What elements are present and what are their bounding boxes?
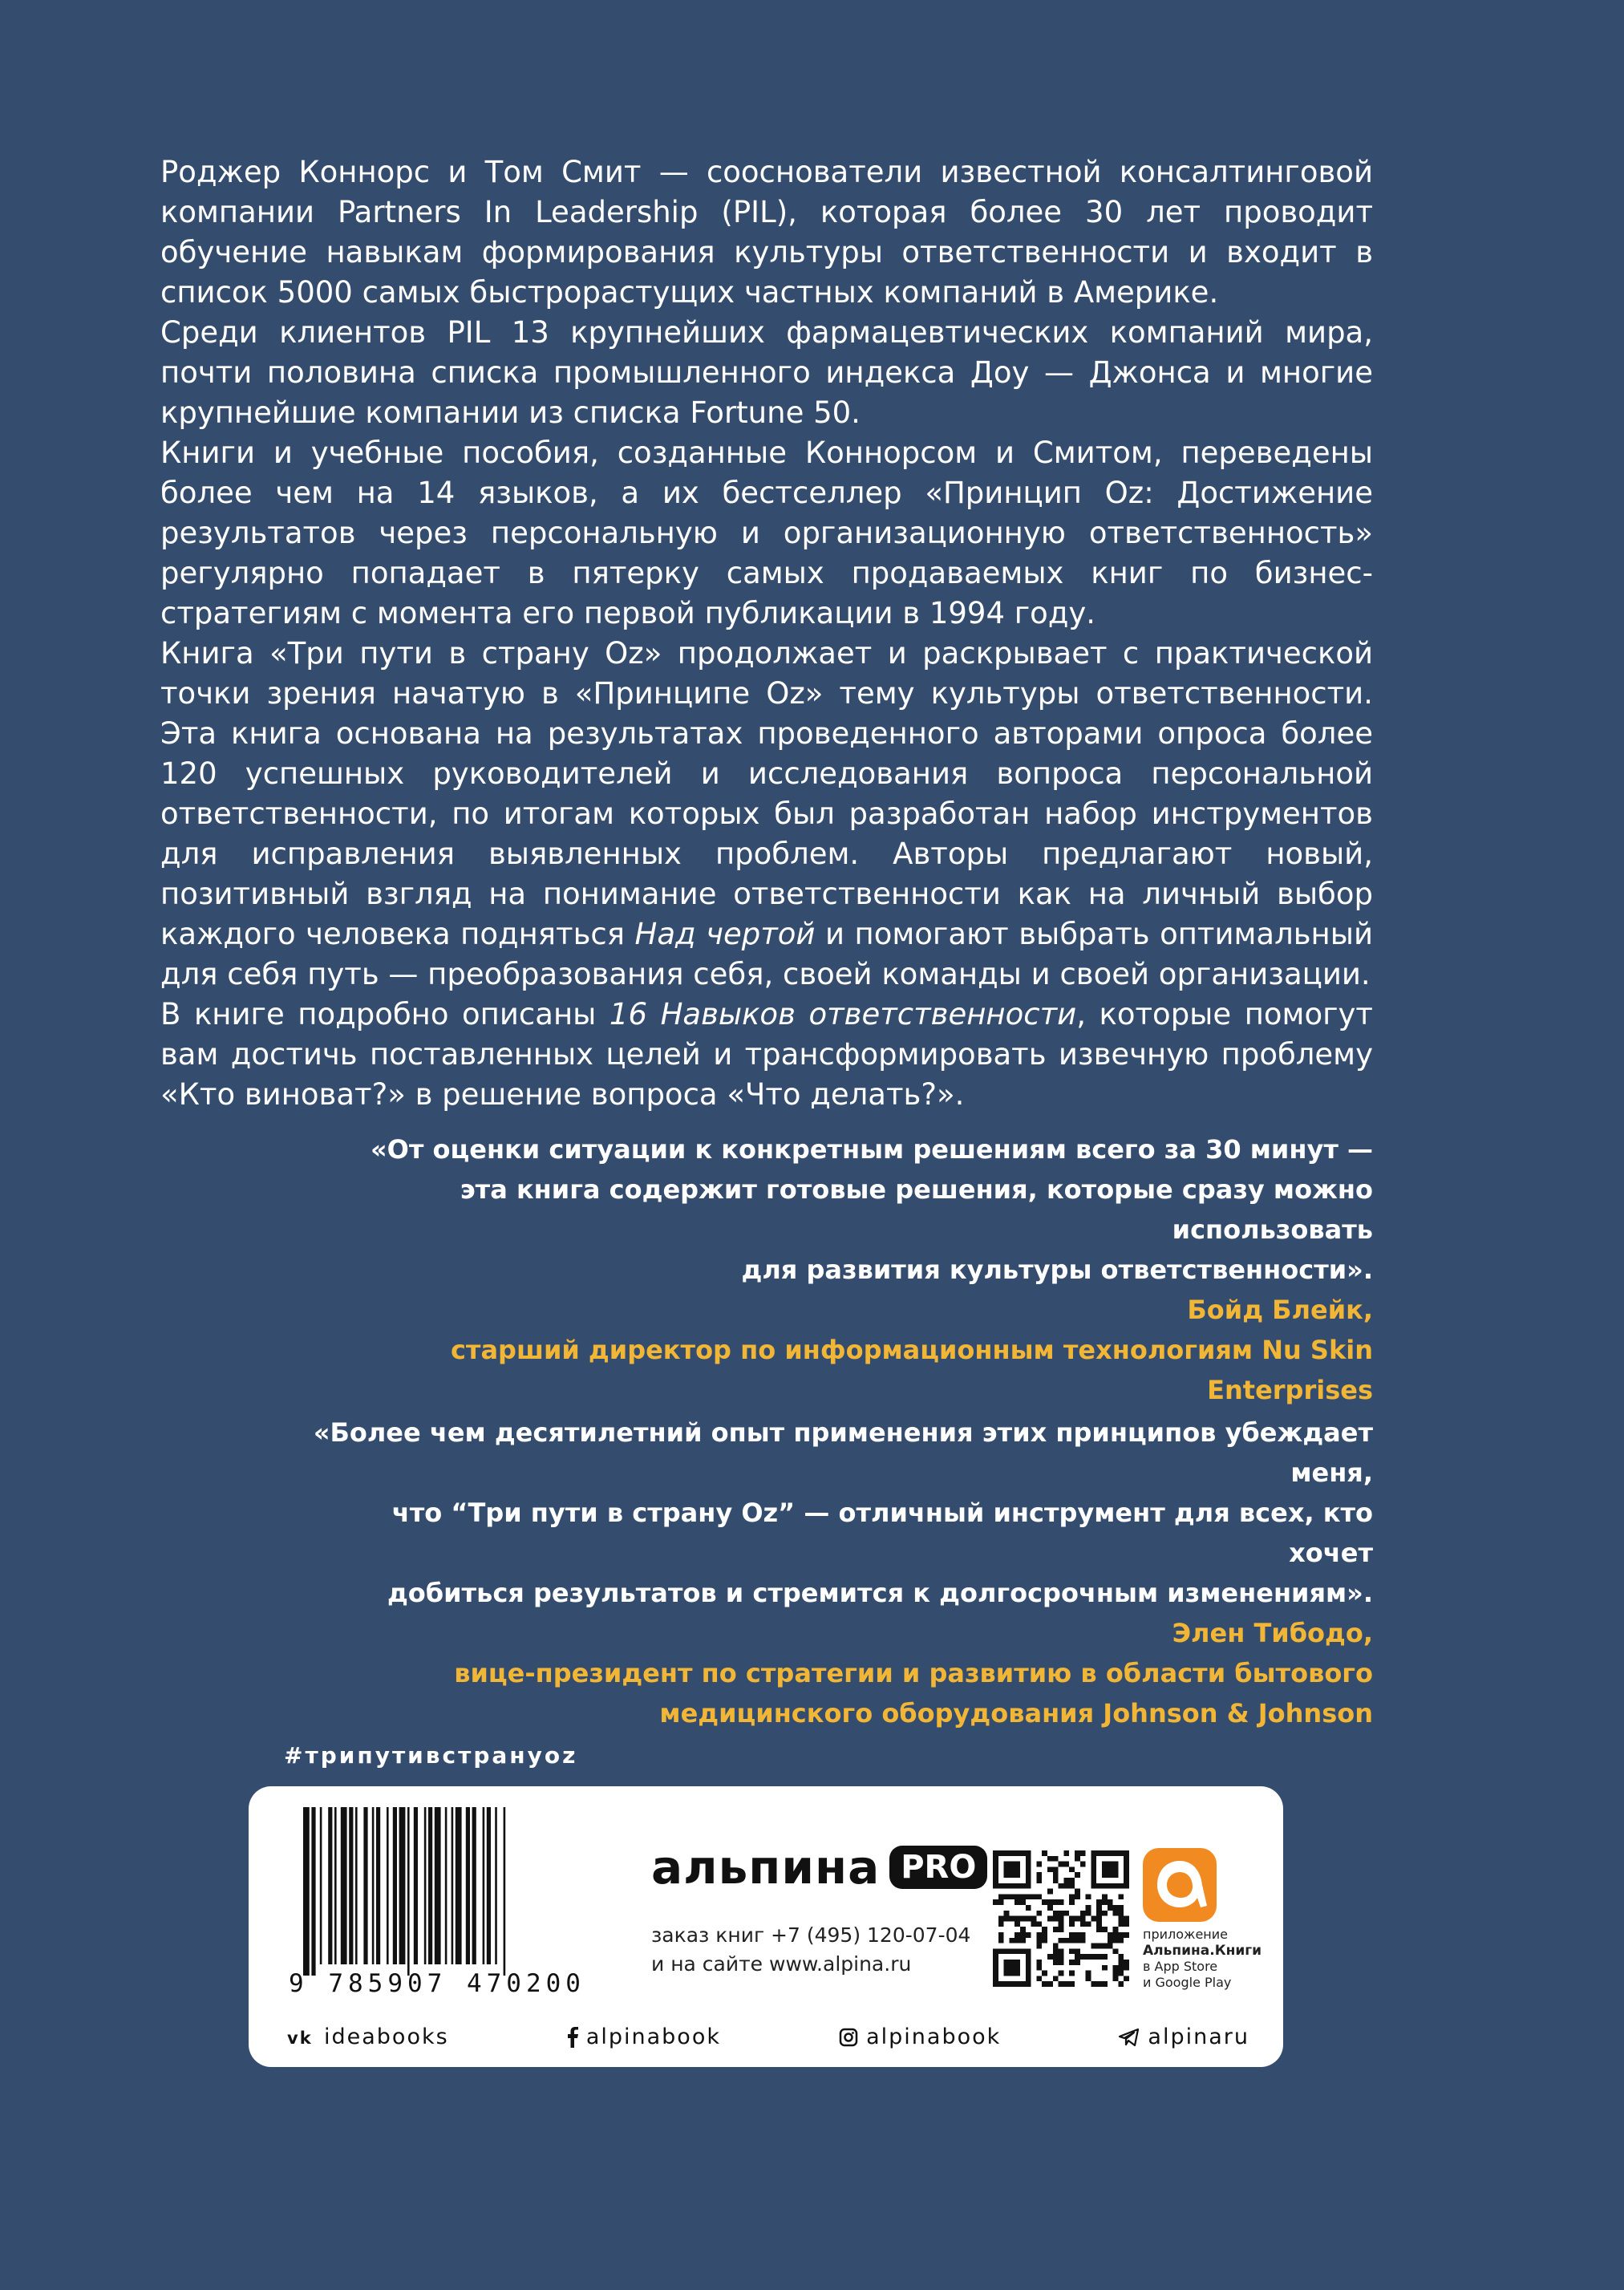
testimonial-quote [305, 1129, 1373, 1410]
social-label: alpinabook [866, 2025, 1002, 2049]
paragraph-text: Книга «Три пути в страну Oz» продолжает и раскрывает с практической точки зрения начатую в «Принципе Oz» тему культуры ответственности. Эта книга основана на результатах проведенного авторами опроса более 120 успешных руководителей и исследования вопроса персональной ответственности, по итогам которых был разработан набор инструментов для исправления выявленных проблем. Авторы предлагают новый, позитивный взгляд на понимание ответственности как на личный выбор каждого человека подняться [160, 636, 1373, 951]
info-card [249, 1786, 1283, 2067]
social-link-facebook[interactable] [567, 2025, 721, 2049]
order-website: и на сайте www.alpina.ru [651, 1952, 912, 1976]
svg-text:vk: vk [287, 2028, 313, 2046]
telegram-icon [1119, 2028, 1140, 2047]
quote-author-role: вице-президент по стратегии и развитию в области бытового [454, 1658, 1373, 1688]
app-info [1143, 1927, 1262, 1991]
logo-text: альпина [651, 1840, 881, 1895]
social-label: ideabooks [324, 2025, 449, 2049]
testimonial-quote [305, 1413, 1373, 1733]
barcode [303, 1807, 550, 1976]
social-link-vk[interactable] [287, 2025, 449, 2049]
paragraph-text: , которые помогут вам достичь поставленных целей и трансформировать извечную проблему «Кто виноват?» в решение вопроса «Что делать?». [160, 997, 1373, 1112]
app-text: приложение [1143, 1927, 1228, 1942]
app-text: и Google Play [1143, 1975, 1232, 1990]
paragraph: Среди клиентов PIL 13 крупнейших фармацевтических компаний мира, почти половина списка промышленного индекса Доу — Джонса и многие крупнейшие компании из списка Fortune 50. [160, 315, 1373, 430]
facebook-icon [567, 2027, 578, 2048]
quote-author-role: медицинского оборудования Johnson & Johnson [659, 1698, 1373, 1729]
app-name: Альпина.Книги [1143, 1943, 1262, 1959]
paragraph-text: и помогают выбрать оптимальный для себя путь — преобразования себя, своей команды и своей организации. [160, 917, 1373, 991]
quote-line: «Более чем десятилетний опыт применения этих принципов убеждает меня, [313, 1417, 1373, 1488]
paragraph-text: В книге подробно описаны [160, 997, 610, 1032]
app-icon [1143, 1848, 1217, 1922]
social-label: alpinabook [585, 2025, 721, 2049]
quote-author: Элен Тибодо, [1172, 1618, 1373, 1648]
vk-icon [287, 2029, 316, 2046]
social-links [287, 2025, 1249, 2049]
hashtag: #трипутивстрануoz [284, 1742, 578, 1769]
order-phone: заказ книг +7 (495) 120-07-04 [651, 1923, 971, 1947]
logo-badge: PRO [889, 1846, 987, 1889]
paragraph: Книги и учебные пособия, созданные Коннорсом и Смитом, переведены более чем на 14 языков, а их бестселлер «Принцип Oz: Достижение результатов через персональную и организационную ответственность» регулярно попадает в пятерку самых продаваемых книг по бизнес-стратегиям с момента его первой публикации в 1994 году. [160, 436, 1373, 630]
paragraph: Роджер Коннорс и Том Смит — сооснователи известной консалтинговой компании Partners In Leadership (PIL), которая более 30 лет проводит обучение навыкам формирования культуры ответственности и входит в список 5000 самых быстрорастущих частных компаний в Америке. [160, 155, 1373, 310]
quote-line: «От оценки ситуации к конкретным решениям всего за 30 минут — [370, 1134, 1373, 1165]
emphasis-text: 16 Навыков ответственности [609, 997, 1077, 1032]
body-text [160, 152, 1373, 1115]
app-text: в App Store [1143, 1959, 1218, 1974]
emphasis-text: Над чертой [634, 917, 816, 951]
social-label: alpinaru [1148, 2025, 1249, 2049]
publisher-logo [651, 1839, 987, 1895]
quote-author-role: старший директор по информационным технологиям Nu Skin Enterprises [450, 1335, 1373, 1405]
isbn-number: 9 785907 470200 [289, 1969, 585, 1998]
quote-author: Бойд Блейк, [1187, 1295, 1373, 1325]
social-link-telegram[interactable] [1119, 2025, 1249, 2049]
paragraph [160, 995, 1373, 1115]
quote-line: что “Три пути в страну Oz” — отличный инструмент для всех, кто хочет [391, 1498, 1373, 1568]
qr-code [993, 1850, 1129, 1987]
quote-line: эта книга содержит готовые решения, которые сразу можно использовать [460, 1174, 1373, 1245]
order-info [651, 1921, 970, 1979]
quote-line: для развития культуры ответственности». [741, 1254, 1373, 1285]
paragraph [160, 634, 1373, 995]
instagram-icon [839, 2028, 858, 2047]
social-link-instagram[interactable] [839, 2025, 1001, 2049]
app-logo-icon [1143, 1848, 1217, 1922]
quote-line: добиться результатов и стремится к долгосрочным изменениям». [387, 1578, 1373, 1608]
